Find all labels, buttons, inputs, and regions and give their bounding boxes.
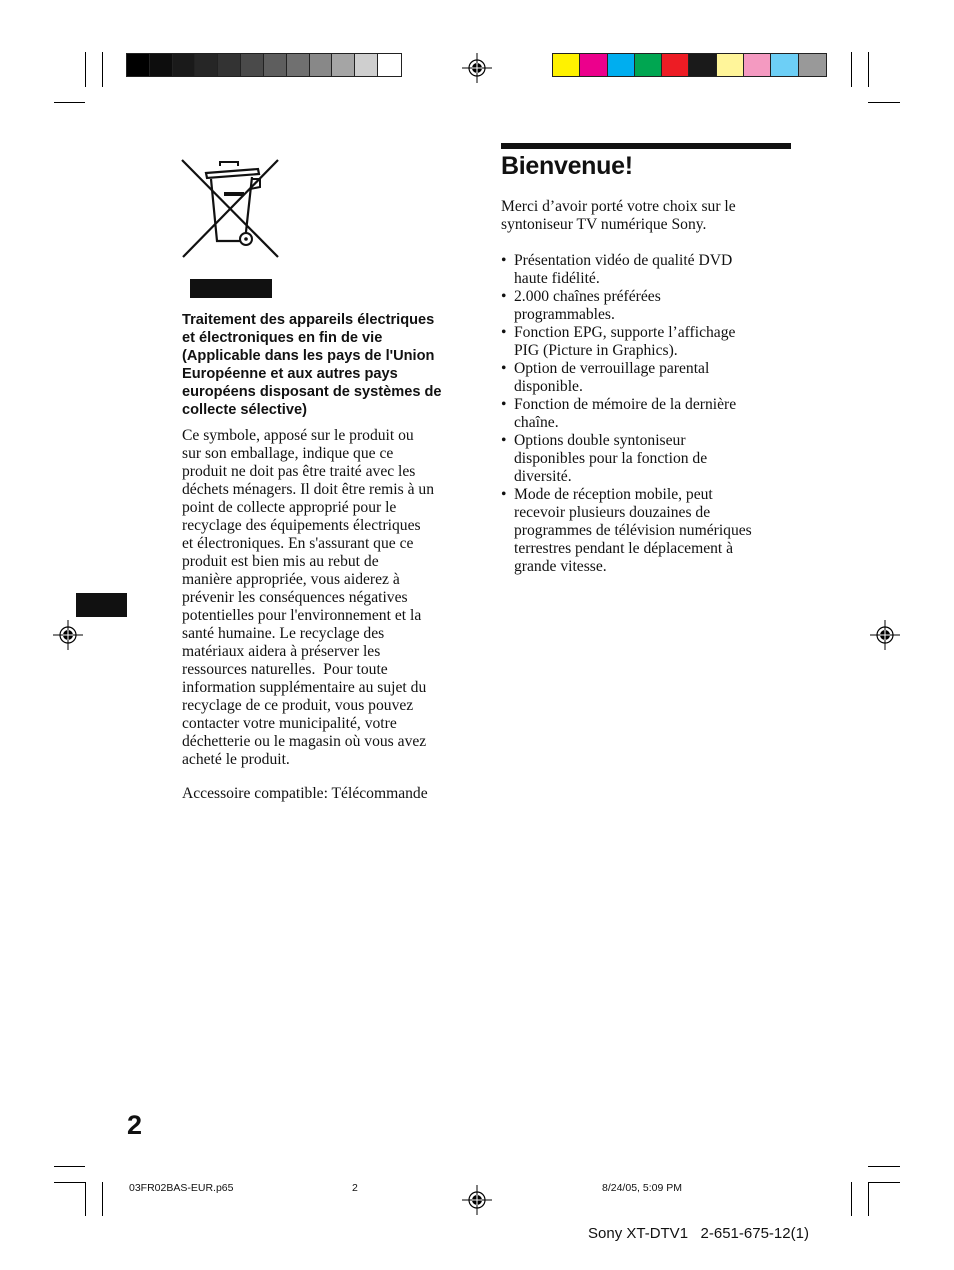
crop-mark <box>54 102 85 103</box>
color-swatch <box>689 54 716 76</box>
feature-list-item <box>501 486 801 576</box>
gray-swatch <box>241 54 264 76</box>
color-swatch <box>553 54 580 76</box>
crop-mark <box>85 52 86 87</box>
text-line: Merci d’avoir porté votre choix sur le <box>501 198 736 215</box>
text-line: manière appropriée, vous aiderez à <box>182 571 400 588</box>
text-line: et électroniques en fin de vie <box>182 330 383 346</box>
bullet-icon: • <box>501 252 507 269</box>
text-line: contacter votre municipalité, votre <box>182 715 397 732</box>
feature-list-item <box>501 360 801 396</box>
text-line: déchets ménagers. Il doit être remis à un <box>182 481 435 498</box>
page-number: 2 <box>127 1110 143 1140</box>
color-swatch <box>662 54 689 76</box>
feature-text-line: programmables. <box>514 306 615 323</box>
crop-mark <box>868 1166 900 1167</box>
feature-list-item <box>501 252 801 288</box>
text-line: (Applicable dans les pays de l'Union <box>182 348 435 364</box>
text-line: Traitement des appareils électriques <box>182 312 435 328</box>
registration-mark-icon <box>53 620 83 650</box>
text-line: information supplémentaire au sujet du <box>182 679 427 696</box>
weee-black-bar <box>190 279 272 298</box>
footer-filename: 03FR02BAS-EUR.p65 <box>129 1182 234 1194</box>
bullet-icon: • <box>501 432 507 449</box>
text-line: matériaux aidera à préserver les <box>182 643 381 660</box>
feature-text-line: Fonction EPG, supporte l’affichage <box>514 324 736 341</box>
disposal-body-text <box>182 427 482 769</box>
feature-text-line: programmes de télévision numériques <box>514 522 752 539</box>
gray-swatch <box>218 54 241 76</box>
feature-text-line: disponibles pour la fonction de <box>514 450 708 467</box>
feature-text-line: terrestres pendant le déplacement à <box>514 540 734 557</box>
crop-mark <box>868 102 900 103</box>
text-line: Ce symbole, apposé sur le produit ou <box>182 427 414 444</box>
text-line: Européenne et aux autres pays <box>182 366 398 382</box>
bullet-icon: • <box>501 396 507 413</box>
feature-text-line: 2.000 chaînes préférées <box>514 288 661 305</box>
feature-text-line: Mode de réception mobile, peut <box>514 486 713 503</box>
accessory-text: Accessoire compatible: Télécommande <box>182 785 428 802</box>
feature-list <box>501 252 801 576</box>
feature-text-line: Présentation vidéo de qualité DVD <box>514 252 733 269</box>
text-line: collecte sélective) <box>182 402 307 418</box>
text-line: produit ne doit pas être traité avec les <box>182 463 416 480</box>
feature-text-line: diversité. <box>514 468 572 485</box>
feature-text-line: disponible. <box>514 378 583 395</box>
feature-list-item <box>501 324 801 360</box>
process-color-bar <box>552 53 827 77</box>
text-line: européens disposant de systèmes de <box>182 384 442 400</box>
gray-swatch <box>310 54 333 76</box>
gray-swatch <box>195 54 218 76</box>
crop-mark <box>102 1182 103 1216</box>
feature-text-line: PIG (Picture in Graphics). <box>514 342 678 359</box>
gray-swatch <box>264 54 287 76</box>
color-swatch <box>744 54 771 76</box>
gray-swatch <box>173 54 196 76</box>
text-line: syntoniseur TV numérique Sony. <box>501 216 707 233</box>
text-line: sur son emballage, indique que ce <box>182 445 394 462</box>
title-rule <box>501 143 791 149</box>
text-line: déchetterie ou le magasin où vous avez <box>182 733 427 750</box>
bullet-icon: • <box>501 360 507 377</box>
crop-mark <box>54 1182 85 1183</box>
text-line: prévenir les conséquences négatives <box>182 589 408 606</box>
feature-text-line: recevoir plusieurs douzaines de <box>514 504 711 521</box>
bullet-icon: • <box>501 324 507 341</box>
disposal-heading <box>182 311 482 419</box>
registration-mark-icon <box>462 1185 492 1215</box>
footer-date: 8/24/05, 5:09 PM <box>602 1182 682 1194</box>
intro-text <box>501 198 801 234</box>
footer-model-code: Sony XT-DTV1 2-651-675-12(1) <box>588 1225 809 1242</box>
crop-mark <box>851 52 852 87</box>
feature-text-line: Options double syntoniseur <box>514 432 686 449</box>
feature-text-line: Fonction de mémoire de la dernière <box>514 396 737 413</box>
text-line: acheté le produit. <box>182 751 290 768</box>
footer-page: 2 <box>352 1182 358 1194</box>
gray-swatch <box>150 54 173 76</box>
crop-mark <box>868 1182 869 1216</box>
grayscale-color-bar <box>126 53 402 77</box>
page-title: Bienvenue! <box>501 152 633 180</box>
feature-list-item <box>501 288 801 324</box>
bullet-icon: • <box>501 486 507 503</box>
crossed-out-wheelie-bin-icon <box>180 155 280 261</box>
bullet-icon: • <box>501 288 507 305</box>
crop-mark <box>54 1166 85 1167</box>
gray-swatch <box>332 54 355 76</box>
gray-swatch <box>287 54 310 76</box>
color-swatch <box>580 54 607 76</box>
gray-swatch <box>378 54 401 76</box>
color-swatch <box>771 54 798 76</box>
text-line: santé humaine. Le recyclage des <box>182 625 385 642</box>
color-swatch <box>799 54 826 76</box>
text-line: et électroniques. En s'assurant que ce <box>182 535 414 552</box>
color-swatch <box>608 54 635 76</box>
registration-mark-icon <box>870 620 900 650</box>
crop-mark <box>868 1182 900 1183</box>
crop-mark <box>868 52 869 87</box>
text-line: potentielles pour l'environnement et la <box>182 607 422 624</box>
text-line: produit est bien mis au rebut de <box>182 553 379 570</box>
gray-swatch <box>127 54 150 76</box>
color-swatch <box>717 54 744 76</box>
text-line: ressources naturelles. Pour toute <box>182 661 388 678</box>
feature-text-line: Option de verrouillage parental <box>514 360 710 377</box>
side-tab-marker <box>76 593 127 617</box>
text-line: recyclage de ce produit, vous pouvez <box>182 697 414 714</box>
crop-mark <box>85 1182 86 1216</box>
color-swatch <box>635 54 662 76</box>
registration-mark-icon <box>462 53 492 83</box>
feature-text-line: grande vitesse. <box>514 558 607 575</box>
crop-mark <box>102 52 103 87</box>
feature-list-item <box>501 396 801 432</box>
feature-text-line: chaîne. <box>514 414 559 431</box>
feature-text-line: haute fidélité. <box>514 270 600 287</box>
crop-mark <box>851 1182 852 1216</box>
gray-swatch <box>355 54 378 76</box>
feature-list-item <box>501 432 801 486</box>
text-line: point de collecte approprié pour le <box>182 499 397 516</box>
text-line: recyclage des équipements électriques <box>182 517 421 534</box>
